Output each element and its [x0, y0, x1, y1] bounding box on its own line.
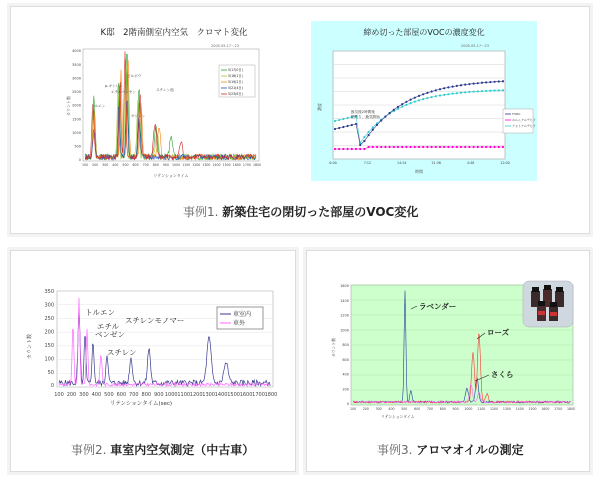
data-point [498, 89, 500, 91]
x-tick-label: 500 [122, 163, 129, 167]
data-point [477, 146, 479, 148]
y-tick-label: 2500 [72, 90, 81, 95]
data-point [447, 93, 449, 95]
x-tick-label: 200 [92, 163, 99, 167]
data-point [494, 81, 496, 83]
data-point [338, 148, 340, 150]
data-point [502, 89, 504, 91]
legend [219, 65, 255, 97]
x-tick-label: 400 [388, 407, 395, 411]
ylabel: カウント数 [66, 96, 71, 116]
data-point [363, 136, 365, 138]
case1-card [10, 6, 590, 234]
chart-title: K邸 2階南側室内空気 クロマト変化 [100, 28, 248, 38]
xlabel: リテンションタイム(sec) [109, 401, 173, 407]
case1-caption [183, 203, 418, 220]
annotation: スチレンモノマー [125, 316, 185, 325]
data-point [498, 146, 500, 148]
data-point [363, 140, 365, 142]
x-tick-label: 1400 [214, 392, 228, 398]
y-tick-label: 200 [44, 329, 54, 336]
legend-label: 5/17(0日) [228, 68, 243, 73]
y-tick-label: 400 [342, 372, 349, 377]
annotation: トルエン [85, 308, 115, 317]
data-point [380, 146, 382, 148]
data-point [447, 86, 449, 88]
caption-title: アロマオイルの測定 [416, 443, 524, 457]
legend-label-2: 車外 [233, 320, 246, 327]
x-tick-label: 12:00 [500, 161, 510, 165]
data-point [359, 144, 361, 146]
xlabel: リテンションタイム [381, 414, 415, 419]
y-tick-label: 0 [78, 158, 81, 163]
data-point [456, 92, 458, 94]
x-tick-label: 1500 [528, 407, 537, 411]
data-point [384, 146, 386, 148]
annotation: キシレン [131, 114, 146, 118]
x-tick-label: 200 [66, 392, 77, 398]
data-point [443, 87, 445, 89]
data-point [435, 89, 437, 91]
data-point [426, 92, 428, 94]
data-point [401, 106, 403, 108]
data-point [405, 104, 407, 106]
x-tick-label: 1700 [242, 163, 251, 167]
case2-car-air-chart [21, 279, 285, 409]
aroma-bottles-image [523, 281, 573, 327]
x-tick-label: 300 [375, 407, 382, 411]
x-tick-label: 800 [439, 407, 446, 411]
y-tick-label: 1000 [72, 130, 81, 135]
x-tick-label: 1600 [239, 392, 253, 398]
x-tick-label: 1000 [164, 392, 178, 398]
data-point [355, 148, 357, 150]
data-point [384, 116, 386, 118]
annotation: p-キシレン [105, 84, 123, 88]
chart-title: 締め切った部屋のVOCの濃度変化 [363, 28, 485, 37]
data-point [502, 80, 504, 82]
x-tick-label: 800 [152, 163, 159, 167]
x-tick-label: 600 [414, 407, 421, 411]
case3-caption [377, 441, 524, 458]
data-point [414, 146, 416, 148]
data-point [498, 80, 500, 82]
data-point [489, 81, 491, 83]
data-point [431, 90, 433, 92]
data-point [351, 148, 353, 150]
x-tick-label: 300 [79, 392, 89, 398]
x-tick-label: 500 [104, 392, 114, 398]
data-point [355, 123, 357, 125]
legend-label-1: 車室内 [233, 311, 252, 318]
x-tick-label: 7:12 [363, 161, 372, 165]
data-point [422, 98, 424, 100]
data-point [334, 120, 336, 122]
data-point [414, 97, 416, 99]
chart-subtitle: 2005.05.17～23 [461, 44, 489, 48]
data-point [447, 146, 449, 148]
data-point [347, 117, 349, 119]
annotation-sakura: さくら [491, 370, 514, 379]
annotation-1: 換気後2時間後 [351, 110, 375, 114]
x-tick-label: 1800 [566, 407, 576, 411]
y-tick-label: 300 [44, 302, 54, 309]
data-point [460, 84, 462, 86]
data-point [481, 90, 483, 92]
data-point [494, 146, 496, 148]
data-point [431, 146, 433, 148]
x-tick-label: 1000 [464, 407, 473, 411]
data-point [460, 146, 462, 148]
data-point [389, 146, 391, 148]
annotation-lavender: ラベンダー [419, 302, 457, 311]
data-point [414, 101, 416, 103]
data-point [334, 148, 336, 150]
x-tick-label: 600 [132, 163, 139, 167]
data-point [393, 109, 395, 111]
legend [217, 307, 263, 329]
x-tick-label: 100 [349, 407, 357, 411]
xlabel: リテンションタイム [153, 173, 189, 178]
annotation: スチレン [107, 348, 137, 357]
data-point [473, 83, 475, 85]
data-point [464, 146, 466, 148]
data-point [481, 146, 483, 148]
x-tick-label: 1000 [171, 163, 181, 167]
data-point [410, 102, 412, 104]
case3-aroma-oil-chart [327, 277, 579, 421]
x-tick-label: 14:24 [397, 161, 407, 165]
y-tick-label: 1500 [72, 117, 81, 122]
data-point [397, 106, 399, 108]
y-tick-label: 1200 [340, 313, 349, 318]
annotation: トルエン [91, 104, 106, 108]
data-point [368, 134, 370, 136]
y-tick-label: 0 [50, 383, 54, 390]
x-tick-label: 600 [116, 392, 127, 398]
y-tick-label: 1400 [340, 298, 349, 303]
case3-card [306, 250, 590, 472]
x-tick-label: 1700 [554, 407, 563, 411]
x-tick-label: 800 [141, 392, 152, 398]
data-point [473, 146, 475, 148]
data-point [422, 93, 424, 95]
x-tick-label: 1100 [182, 163, 191, 167]
x-tick-label: 4:48 [466, 161, 475, 165]
ylabel: カウント数 [331, 338, 336, 357]
data-point [334, 128, 336, 130]
y-tick-label: 150 [44, 342, 54, 349]
x-tick-label: 1200 [189, 392, 203, 398]
caption-prefix: 事例1. [183, 205, 219, 219]
ylabel: カウント数 [27, 333, 33, 359]
data-point [397, 146, 399, 148]
x-tick-label: 1800 [252, 163, 262, 167]
y-tick-label: 500 [74, 144, 81, 149]
y-tick-label: 200 [342, 387, 349, 392]
caption-prefix: 事例3. [377, 443, 413, 457]
x-tick-label: 900 [452, 407, 459, 411]
data-point [489, 90, 491, 92]
data-point [338, 119, 340, 121]
data-point [426, 146, 428, 148]
x-tick-label: 1100 [177, 392, 191, 398]
annotation-2: 閉切り、換気開始 [351, 115, 380, 119]
annotation-rose: ローズ [487, 328, 510, 337]
x-tick-label: 1800 [264, 392, 278, 398]
data-point [342, 126, 344, 128]
data-point [456, 85, 458, 87]
x-tick-label: 200 [362, 407, 369, 411]
caption-prefix: 事例2. [71, 443, 107, 457]
data-point [464, 91, 466, 93]
x-tick-label: 100 [54, 392, 64, 398]
legend-label: ホルムアルデヒド [512, 118, 536, 123]
data-point [401, 146, 403, 148]
x-tick-label: 300 [102, 163, 109, 167]
case1-voc-concentration-chart [311, 21, 537, 181]
x-tick-label: 900 [153, 392, 164, 398]
data-point [485, 90, 487, 92]
data-point [481, 82, 483, 84]
data-point [452, 85, 454, 87]
data-point [426, 97, 428, 99]
x-tick-label: 400 [91, 392, 102, 398]
data-point [368, 146, 370, 148]
data-point [443, 94, 445, 96]
y-tick-label: 250 [44, 316, 54, 323]
data-point [359, 148, 361, 150]
x-tick-label: 1600 [232, 163, 241, 167]
x-tick-label: 500 [401, 407, 408, 411]
x-tick-label: 700 [142, 163, 149, 167]
data-point [473, 91, 475, 93]
data-point [405, 101, 407, 103]
annotation: エチルベンゼン [111, 90, 136, 94]
x-ticks [54, 392, 277, 398]
x-tick-label: 400 [112, 163, 119, 167]
data-point [363, 148, 365, 150]
data-point [368, 131, 370, 133]
data-point [422, 146, 424, 148]
data-point [477, 90, 479, 92]
x-tick-label: 1600 [541, 407, 550, 411]
legend-label: 5/19(2日) [228, 80, 243, 85]
data-point [351, 124, 353, 126]
case2-card [10, 250, 296, 472]
x-tick-label: 1500 [227, 392, 240, 398]
data-point [342, 148, 344, 150]
data-point [456, 146, 458, 148]
annotation: ビルボウ [127, 74, 142, 78]
x-tick-label: 1300 [502, 407, 511, 411]
data-point [410, 99, 412, 101]
y-tick-label: 100 [44, 356, 54, 363]
annotation: ベンゼン [95, 330, 125, 339]
data-point [468, 83, 470, 85]
legend-label: TVOC [512, 112, 521, 117]
data-point [389, 112, 391, 114]
data-point [452, 93, 454, 95]
y-tick-label: 4000 [72, 49, 81, 54]
data-point [439, 94, 441, 96]
legend [503, 109, 536, 133]
y-tick-label: 1000 [340, 328, 349, 333]
legend-label: 5/18(1日) [228, 74, 243, 79]
y-tick-label: 3500 [72, 62, 81, 67]
x-tick-label: 21:36 [431, 161, 441, 165]
x-tick-label: 1300 [202, 392, 216, 398]
data-point [418, 95, 420, 97]
data-point [397, 108, 399, 110]
data-point [342, 118, 344, 120]
y-tick-label: 600 [342, 357, 349, 362]
case2-caption [71, 441, 254, 458]
x-tick-label: 100 [81, 163, 89, 167]
data-point [494, 89, 496, 91]
data-point [435, 95, 437, 97]
y-ticks [340, 284, 349, 406]
data-point [485, 81, 487, 83]
data-point [372, 126, 374, 128]
x-tick-label: 1200 [192, 163, 201, 167]
x-tick-label: 900 [162, 163, 169, 167]
data-point [347, 125, 349, 127]
data-point [405, 146, 407, 148]
caption-title: 新築住宅の閉切った部屋のVOC変化 [222, 205, 419, 219]
data-point [468, 91, 470, 93]
data-point [489, 146, 491, 148]
annotation: スチレン他 [156, 88, 174, 92]
data-point [464, 84, 466, 86]
x-tick-label: 1500 [222, 163, 231, 167]
case1-chromatogram-chart [61, 21, 287, 181]
legend-label: アセトアルデヒド [512, 124, 536, 129]
data-point [439, 146, 441, 148]
legend-label: 5/21(4日) [228, 86, 243, 91]
data-point [443, 146, 445, 148]
data-point [410, 146, 412, 148]
x-tick-label: 1400 [212, 163, 221, 167]
data-point [338, 127, 340, 129]
y-tick-label: 1600 [340, 284, 349, 289]
data-point [372, 146, 374, 148]
data-point [431, 96, 433, 98]
data-point [477, 82, 479, 84]
y-tick-label: 800 [342, 343, 349, 348]
data-point [418, 99, 420, 101]
x-tick-label: 1300 [202, 163, 211, 167]
x-tick-label: 700 [426, 407, 433, 411]
y-tick-label: 2000 [72, 103, 81, 108]
caption-title: 車室内空気測定（中古車） [110, 443, 255, 457]
chart-subtitle: 2005.05.17～23 [211, 44, 239, 48]
x-tick-label: 1700 [252, 392, 265, 398]
annotation: エチル [97, 322, 120, 331]
x-tick-label: 1400 [515, 407, 524, 411]
data-point [468, 146, 470, 148]
xlabel: 時間 [415, 169, 423, 174]
data-point [452, 146, 454, 148]
y-tick-label: 0 [346, 402, 349, 407]
legend-label: 5/23(6日) [228, 92, 243, 97]
data-point [380, 119, 382, 121]
data-point [347, 148, 349, 150]
data-point [372, 129, 374, 131]
data-point [376, 124, 378, 126]
data-point [401, 103, 403, 105]
x-tick-label: 1200 [489, 407, 499, 411]
y-ticks [72, 49, 81, 162]
data-point [460, 92, 462, 94]
data-point [393, 146, 395, 148]
y-tick-label: 350 [44, 289, 54, 296]
data-point [439, 88, 441, 90]
x-tick-label: 700 [129, 392, 139, 398]
y-tick-label: 50 [47, 369, 54, 376]
x-tick-label: 1100 [477, 407, 486, 411]
data-point [376, 146, 378, 148]
ylabel: 濃度 [317, 103, 322, 111]
y-tick-label: 3000 [72, 76, 81, 81]
data-point [418, 146, 420, 148]
data-point [435, 146, 437, 148]
data-point [485, 146, 487, 148]
data-point [502, 146, 504, 148]
x-tick-label: 0:00 [329, 161, 337, 165]
